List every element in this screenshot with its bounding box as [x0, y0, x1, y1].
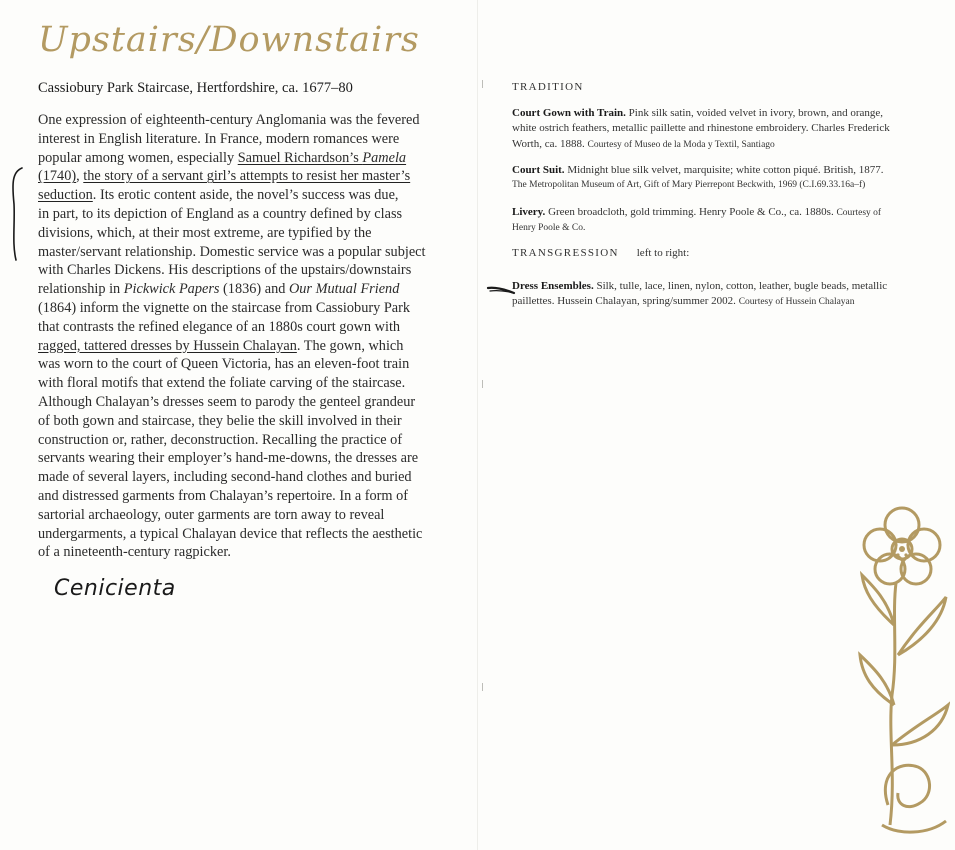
- body-line: servants wearing their employer’s hand-me-downs, the dresses are: [38, 450, 419, 467]
- body-line: that contrasts the refined elegance of an 1880s court gown with: [38, 318, 401, 335]
- underlined-text: (1740): [38, 168, 77, 185]
- body-line: of both gown and staircase, they belie the skill involved in their: [38, 412, 402, 429]
- body-line: construction or, rather, deconstruction. Recalling the practice of: [38, 431, 403, 448]
- body-line: was worn to the court of Queen Victoria, has an eleven-foot train: [38, 356, 410, 373]
- body-line: of a nineteenth-century ragpicker.: [38, 544, 231, 561]
- underlined-text: Samuel Richardson’s Pamela: [237, 149, 407, 166]
- body-line: with Charles Dickens. His descriptions of the upstairs/downstairs: [38, 262, 412, 279]
- entry-court-suit: Court Suit. Midnight blue silk velvet, marquisite; white cotton piqué. British, 1877. The Metropolitan Museum of Art, Gift of Mary Pierrepont Beckwith, 1969 (C.I.69.33.16a–f): [512, 164, 884, 191]
- flower-ornament-icon: [858, 505, 950, 845]
- body-line: divisions, which, at their most extreme, are typified by the: [38, 224, 372, 241]
- body-line: (1740), the story of a servant girl’s attempts to resist her master’s: [38, 168, 411, 185]
- tradition-heading: TRADITION: [512, 81, 584, 93]
- body-line: seduction. Its erotic content aside, the novel’s success was due,: [38, 187, 399, 204]
- body-line: (1864) inform the vignette on the staircase from Cassiobury Park: [38, 299, 411, 316]
- body-line: ragged, tattered dresses by Hussein Chalayan. The gown, which: [38, 337, 404, 354]
- body-line: interest in English literature. In France, modern romances were: [38, 130, 400, 147]
- body-line: relationship in Pickwick Papers (1836) and Our Mutual Friend: [38, 281, 400, 298]
- body-line: popular among women, especially Samuel Richardson’s Pamela: [38, 149, 407, 166]
- body-line: with floral motifs that extend the foliate carving of the staircase.: [38, 375, 406, 392]
- body-line: and distressed garments from Chalayan’s repertoire. In a form of: [38, 487, 409, 504]
- margin-bracket-icon: [6, 164, 26, 264]
- transgression-heading: TRANSGRESSION left to right:: [512, 247, 690, 259]
- handwritten-note: Cenicienta: [54, 576, 176, 601]
- underlined-text: seduction: [38, 187, 93, 204]
- page-subtitle: Cassiobury Park Staircase, Hertfordshire, ca. 1677–80: [38, 80, 353, 96]
- underlined-text: ragged, tattered dresses by Hussein Chalayan: [38, 337, 297, 354]
- page-title: Upstairs/Downstairs: [38, 20, 420, 60]
- body-line: in part, to its depiction of England as a country defined by class: [38, 205, 403, 222]
- entry-livery: Livery. Green broadcloth, gold trimming. Henry Poole & Co., ca. 1880s. Courtesy of Henry Poole & Co.: [512, 206, 882, 234]
- entry-court-gown: Court Gown with Train. Pink silk satin, voided velvet in ivory, brown, and orange, white ostrich feathers, metallic paillette and rhinestone embroidery. Charles Frederick Worth, ca. 1888. Courtesy of Museo de la Moda y Textil, Santiago: [512, 107, 890, 150]
- body-line: sartorial archaeology, outer garments are torn away to reveal: [38, 506, 385, 523]
- body-line: master/servant relationship. Domestic service was a popular subject: [38, 243, 426, 260]
- underlined-text: the story of a servant girl’s attempts to resist her master’s: [83, 168, 411, 185]
- body-text: [38, 111, 478, 562]
- body-line: One expression of eighteenth-century Anglomania was the fevered: [38, 112, 420, 128]
- body-line: Although Chalayan’s dresses seem to parody the genteel grandeur: [38, 393, 416, 410]
- body-line: made of several layers, including second-hand clothes and buried: [38, 469, 412, 486]
- entry-dress-ensembles: Dress Ensembles. Silk, tulle, lace, linen, nylon, cotton, leather, bugle beads, metallic paillettes. Hussein Chalayan, spring/summer 2002. Courtesy of Hussein Chalayan: [512, 280, 888, 308]
- right-page: [478, 0, 955, 850]
- body-line: undergarments, a typical Chalayan device that reflects the aesthetic: [38, 525, 423, 542]
